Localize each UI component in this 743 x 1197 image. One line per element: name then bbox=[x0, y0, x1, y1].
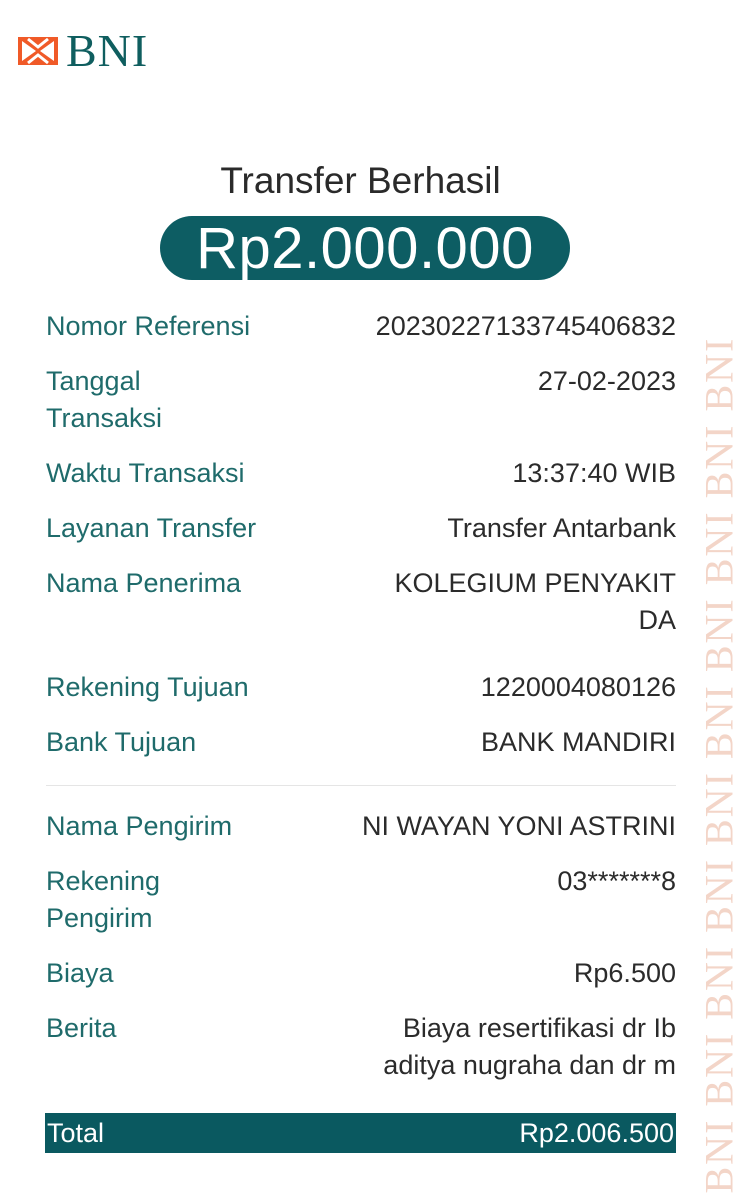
detail-label: Bank Tujuan bbox=[46, 727, 197, 757]
detail-value: 03*******8 bbox=[557, 866, 676, 896]
detail-row-sender-account bbox=[46, 863, 676, 937]
detail-label: Layanan Transfer bbox=[46, 513, 257, 543]
detail-value: 20230227133745406832 bbox=[375, 311, 676, 341]
total-value: Rp2.006.500 bbox=[519, 1117, 674, 1148]
detail-value: KOLEGIUM PENYAKIT DA bbox=[394, 568, 676, 635]
detail-label: Waktu Transaksi bbox=[46, 458, 245, 488]
detail-label: Nomor Referensi bbox=[46, 311, 251, 341]
transfer-amount: Rp2.000.000 bbox=[160, 216, 570, 280]
detail-row-reference bbox=[46, 308, 676, 345]
detail-row-date bbox=[46, 363, 676, 437]
detail-label: Biaya bbox=[46, 958, 114, 988]
detail-row-service bbox=[46, 510, 676, 547]
detail-label: Rekening Tujuan bbox=[46, 672, 249, 702]
detail-label: Nama Pengirim bbox=[46, 811, 233, 841]
detail-label: Tanggal Transaksi bbox=[46, 366, 163, 433]
total-label: Total bbox=[47, 1117, 105, 1148]
detail-value: 27-02-2023 bbox=[537, 366, 676, 396]
detail-row-recipient-name bbox=[46, 565, 676, 639]
detail-label: Berita bbox=[46, 1013, 117, 1043]
detail-row-destination-bank bbox=[46, 724, 676, 761]
detail-row-message bbox=[46, 1010, 676, 1084]
detail-row-time bbox=[46, 455, 676, 492]
detail-value: Transfer Antarbank bbox=[447, 513, 676, 543]
detail-row-fee bbox=[46, 955, 676, 992]
watermark-text: BNI BNI BNI BNI BNI BNI BNI BNI BNI BNI bbox=[696, 336, 742, 1194]
detail-row-destination-account bbox=[46, 669, 676, 706]
detail-value: Biaya resertifikasi dr Ib aditya nugraha dan dr m bbox=[383, 1013, 676, 1080]
transaction-details bbox=[46, 308, 676, 1102]
total-bar bbox=[45, 1113, 676, 1153]
detail-value: NI WAYAN YONI ASTRINI bbox=[361, 811, 676, 841]
header bbox=[18, 26, 148, 76]
detail-value: Rp6.500 bbox=[573, 958, 676, 988]
bni-logo-icon bbox=[18, 31, 58, 71]
page-title: Transfer Berhasil bbox=[220, 160, 501, 201]
detail-value: 1220004080126 bbox=[480, 672, 676, 702]
detail-label: Rekening Pengirim bbox=[46, 866, 161, 933]
section-divider bbox=[46, 785, 676, 786]
brand-name: BNI bbox=[66, 25, 149, 76]
detail-value: BANK MANDIRI bbox=[480, 727, 676, 757]
detail-value: 13:37:40 WIB bbox=[512, 458, 676, 488]
detail-row-sender-name bbox=[46, 808, 676, 845]
detail-label: Nama Penerima bbox=[46, 568, 242, 598]
